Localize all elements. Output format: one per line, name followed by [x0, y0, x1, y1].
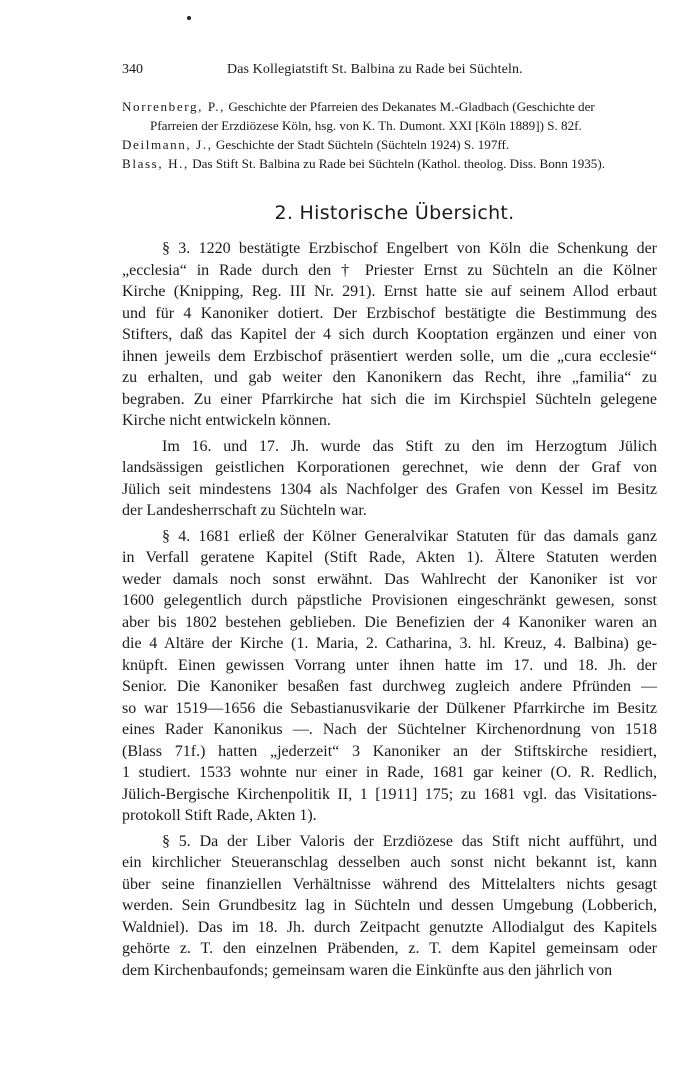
text-line: Kirche (Knipping, Reg. III Nr. 291). Ernst hatte sie auf seinem Allod erbaut — [122, 283, 657, 300]
bibliography-entry — [122, 135, 657, 154]
bibliography-text: Pfarreien der Erzdiözese Köln, hsg. von K. Th. Dumont. XXI [Köln 1889]) S. 82f. — [150, 118, 582, 133]
bibliography-author: Deilmann, J., — [122, 137, 213, 152]
body-text — [122, 238, 657, 985]
text-line: Stifters, daß das Kapitel der 4 sich durch Kooptation ergänzen und einer von — [122, 326, 657, 343]
text-line: § 4. 1681 erließ der Kölner Generalvikar Statuten für das damals ganz — [162, 527, 657, 545]
text-line: weder damals noch sonst erwähnt. Das Wahlrecht der Kanoniker ist vor — [122, 570, 657, 588]
page-number: 340 — [122, 62, 143, 77]
text-line: und für 4 Kanoniker dotiert. Der Erzbischof bestätigte die Bestimmung des — [122, 304, 657, 322]
text-line: werden. Sein Grundbesitz lag in Süchteln und dessen Umgebung (Lobberich, — [122, 897, 657, 914]
text-line: begraben. Zu einer Pfarrkirche hat sich die im Kirchspiel Süchteln gelegene — [122, 390, 657, 408]
text-line: 1600 gelegentlich durch päpstliche Provisionen eingeschränkt gewesen, sonst — [122, 592, 657, 609]
text-line: Waldniel). Das im 18. Jh. durch Zeitpacht genutzte Allodialgut des Kapitels — [122, 918, 657, 936]
text-line: Senior. Die Kanoniker besaßen fast durchweg zugleich andere Pfründen — — [122, 678, 657, 695]
text-line: der Landesherrschaft zu Süchteln war. — [122, 502, 367, 519]
text-line: die 4 Altäre der Kirche (1. Maria, 2. Catharina, 3. hl. Kreuz, 4. Balbina) ge- — [122, 635, 657, 652]
section-title: 2. Historische Übersicht. — [274, 202, 515, 224]
document-page — [122, 0, 657, 1070]
bibliography-text: Geschichte der Pfarreien des Dekanates M.-Gladbach (Geschichte der — [225, 99, 595, 114]
print-speck — [187, 16, 191, 20]
text-line: eines Rader Kanonikus —. Nach der Süchtelner Kirchenordnung von 1518 — [122, 721, 657, 738]
text-line: „ecclesia“ in Rade durch den † Priester Ernst zu Süchteln an die Kölner — [122, 261, 657, 279]
text-line: über seine finanziellen Verhältnisse während des Mittelalters nichts gesagt — [122, 875, 657, 893]
text-line: landsässigen geistlichen Korporationen gerechnet, wie denn der Graf von — [122, 459, 657, 476]
paragraph — [122, 436, 657, 522]
text-line: aber bis 1802 bestehen geblieben. Die Benefizien der 4 Kanoniker waren an — [122, 613, 657, 631]
text-line: protokoll Stift Rade, Akten 1). — [122, 807, 317, 824]
text-line: ihnen jeweils dem Erzbischof präsentiert werden solle, um die „cura ecclesie“ — [122, 347, 657, 365]
text-line: (Blass 71f.) hatten „jederzeit“ 3 Kanoniker an der Stiftskirche residiert, — [122, 742, 657, 760]
bibliography — [122, 97, 657, 173]
bibliography-author: Blass, H., — [122, 156, 189, 171]
running-head — [122, 62, 657, 82]
text-line: ein kirchlicher Steueranschlag desselben auch sonst nicht bekannt ist, kann — [122, 854, 657, 871]
paragraph — [122, 238, 657, 432]
bibliography-text: Geschichte der Stadt Süchteln (Süchteln 1924) S. 197ff. — [212, 137, 510, 152]
text-line: in Verfall geratene Kapitel (Stift Rade, Akten 1). Ältere Statuten werden — [122, 549, 657, 566]
text-line: gehörte z. T. den einzelnen Präbenden, z. T. dem Kapitel gemeinsam oder — [122, 940, 657, 957]
paragraph — [122, 831, 657, 982]
paragraph — [122, 526, 657, 827]
bibliography-author: Norrenberg, P., — [122, 99, 226, 114]
bibliography-text: Das Stift St. Balbina zu Rade bei Süchteln (Kathol. theolog. Diss. Bonn 1935). — [188, 156, 605, 171]
text-line: § 3. 1220 bestätigte Erzbischof Engelbert von Köln die Schenkung der — [162, 240, 657, 257]
running-head-title: Das Kollegiatstift St. Balbina zu Rade bei Süchteln. — [227, 62, 523, 77]
text-line: 1 studiert. 1533 wohnte nur einer in Rade, 1681 gar keiner (O. R. Redlich, — [122, 764, 657, 781]
bibliography-entry — [122, 154, 657, 173]
text-line: dem Kirchenbaufonds; gemeinsam waren die Einkünfte aus den jährlich von — [122, 961, 613, 979]
text-line: so war 1519—1656 die Sebastianusvikarie der Dülkener Pfarrkirche im Besitz — [122, 699, 657, 717]
text-line: zu erhalten, und gab weiter den Kanonikern das Recht, ihre „familia“ zu — [122, 369, 657, 386]
text-line: Im 16. und 17. Jh. wurde das Stift zu den im Herzogtum Jülich — [162, 437, 657, 455]
text-line: Jülich seit mindestens 1304 als Nachfolger des Grafen von Kessel im Besitz — [122, 480, 657, 498]
text-line: knüpft. Einen gewissen Vorrang unter ihnen hatte im 17. und 18. Jh. der — [122, 656, 657, 674]
bibliography-entry — [122, 97, 657, 135]
text-line: Jülich-Bergische Kirchenpolitik II, 1 [1911] 175; zu 1681 vgl. das Visitations- — [122, 785, 657, 803]
text-line: § 5. Da der Liber Valoris der Erzdiözese das Stift nicht aufführt, und — [162, 832, 657, 850]
text-line: Kirche nicht entwickeln können. — [122, 412, 331, 429]
